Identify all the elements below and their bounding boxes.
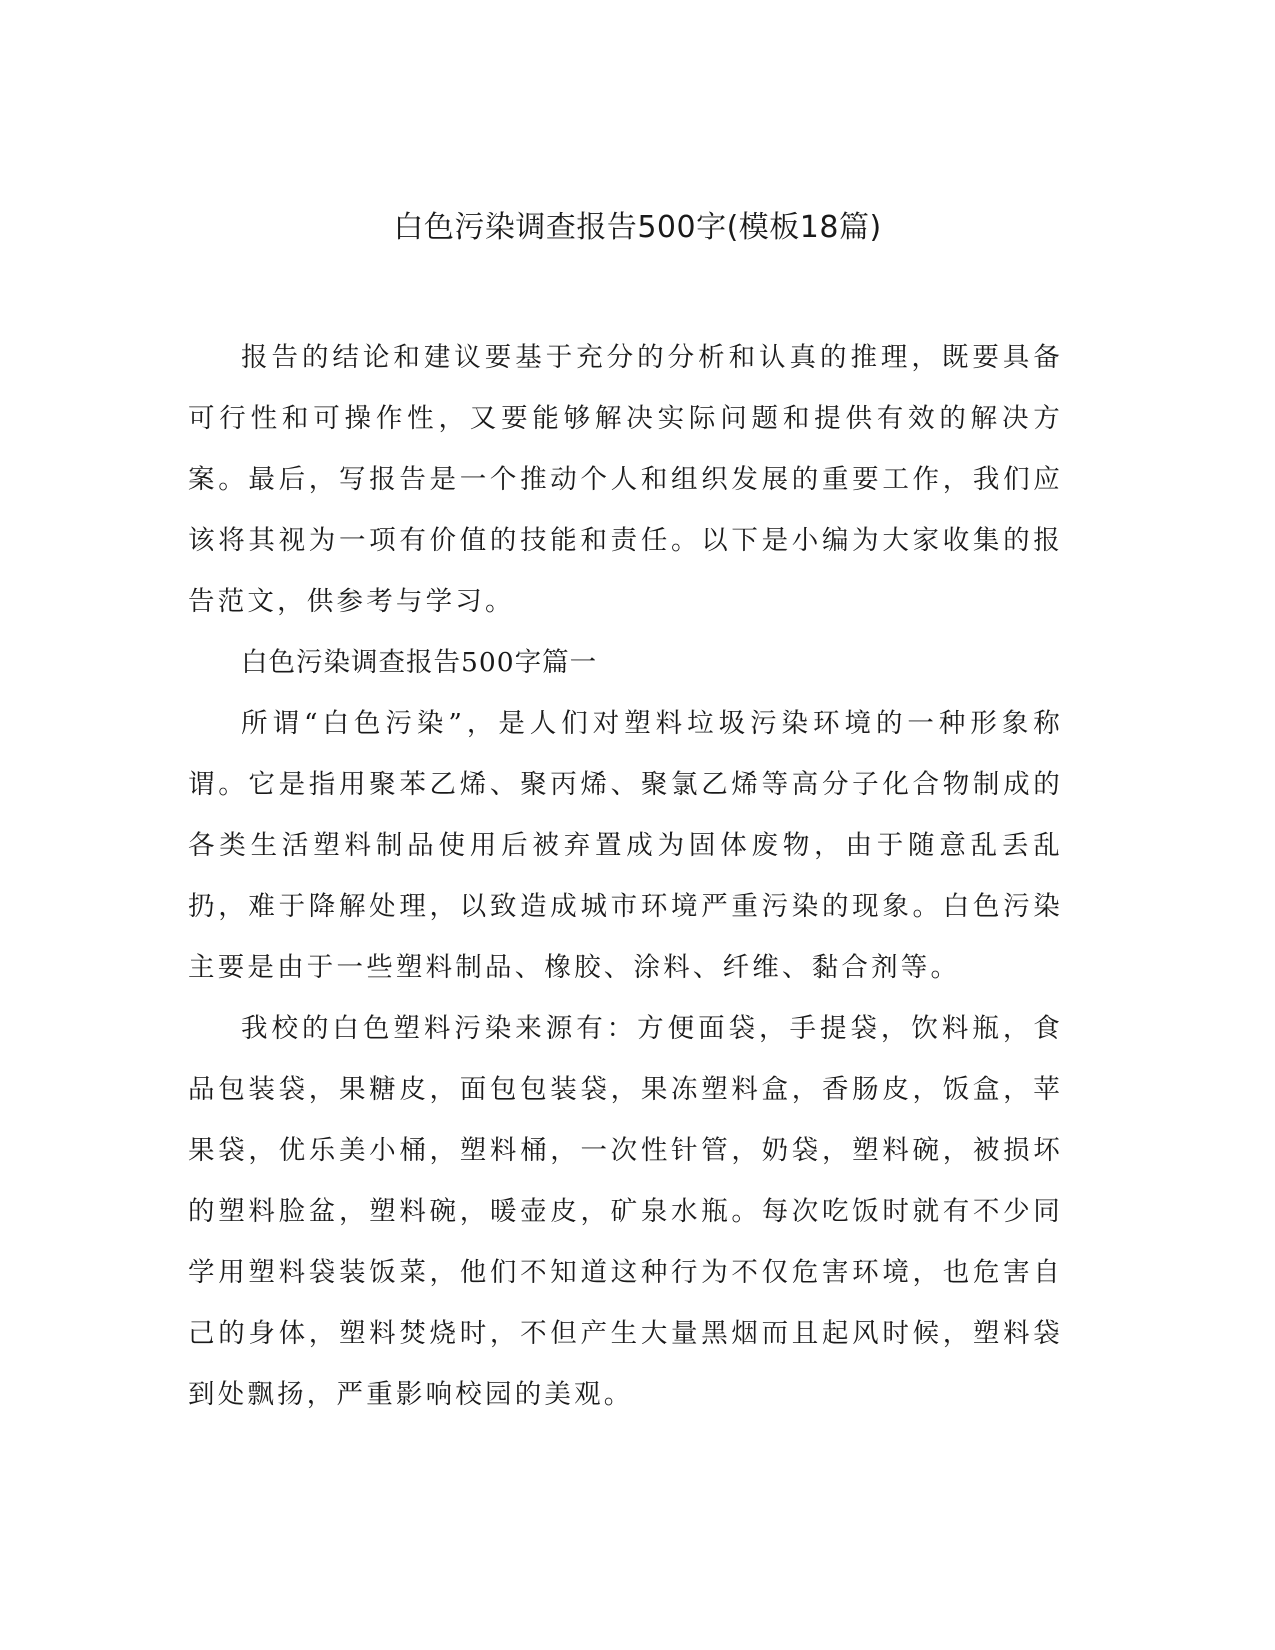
- document-body: [188, 327, 1063, 1425]
- definition-paragraph: 所谓“白色污染”，是人们对塑料垃圾污染环境的一种形象称谓。它是指用聚苯乙烯、聚丙烯、聚氯乙烯等高分子化合物制成的各类生活塑料制品使用后被弃置成为固体废物，由于随意乱丢乱扔，难于降解处理，以致造成城市环境严重污染的现象。白色污染主要是由于一些塑料制品、橡胶、涂料、纤维、黏合剂等。: [188, 708, 1063, 983]
- sources-paragraph: 我校的白色塑料污染来源有：方便面袋，手提袋，饮料瓶，食品包装袋，果糖皮，面包包装袋，果冻塑料盒，香肠皮，饭盒，苹果袋，优乐美小桶，塑料桶，一次性针管，奶袋，塑料碗，被损坏的塑料脸盆，塑料碗，暖壶皮，矿泉水瓶。每次吃饭时就有不少同学用塑料袋装饭菜，他们不知道这种行为不仅危害环境，也危害自己的身体，塑料焚烧时，不但产生大量黑烟而且起风时候，塑料袋到处飘扬，严重影响校园的美观。: [188, 1013, 1063, 1410]
- section-heading: 白色污染调查报告500字篇一: [241, 647, 598, 678]
- intro-paragraph: 报告的结论和建议要基于充分的分析和认真的推理，既要具备可行性和可操作性，又要能够解决实际问题和提供有效的解决方案。最后，写报告是一个推动个人和组织发展的重要工作，我们应该将其视为一项有价值的技能和责任。以下是小编为大家收集的报告范文，供参考与学习。: [188, 342, 1063, 617]
- document-title: 白色污染调查报告500字(模板18篇): [393, 210, 882, 245]
